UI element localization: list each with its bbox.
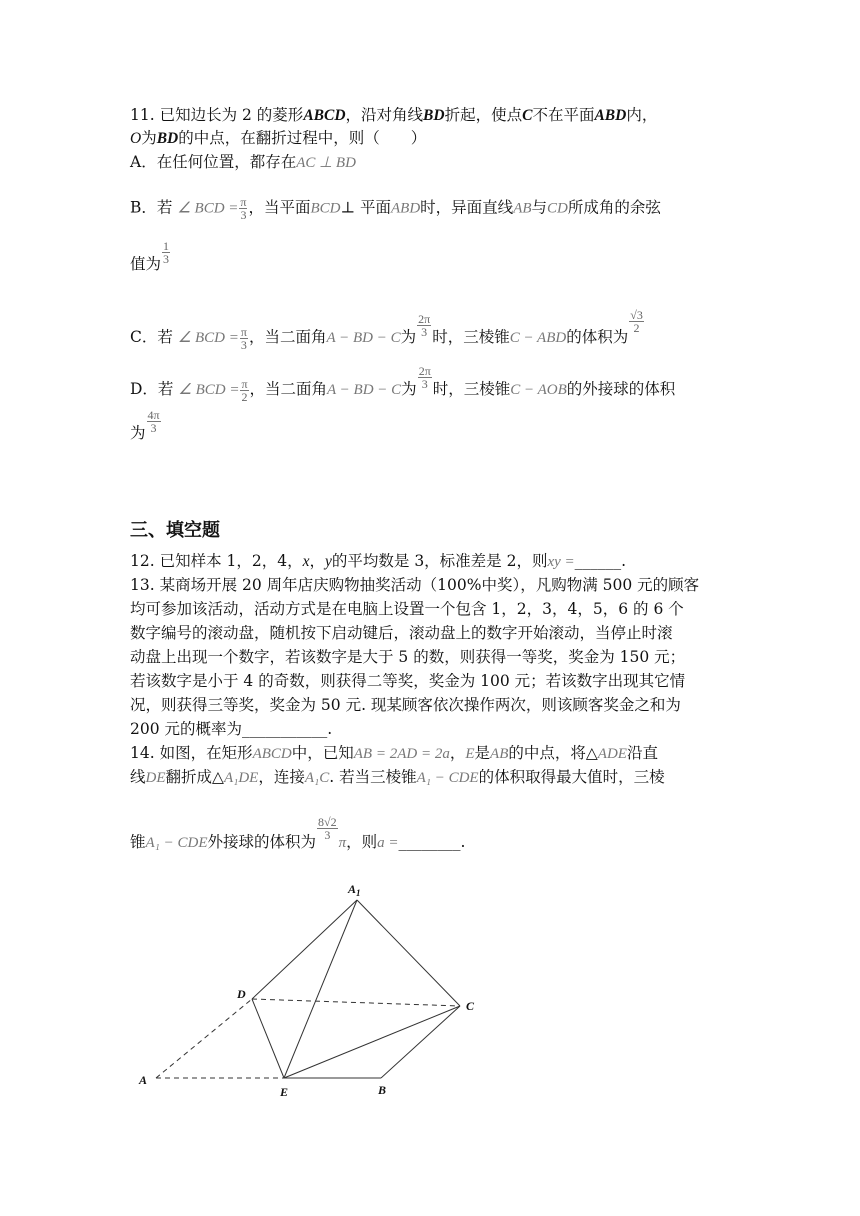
q13-line7: 200 元的概率为___________. [130, 720, 333, 738]
edge-a1-d [252, 900, 357, 999]
q11-option-d-line1: D．若 ∠ BCD = $\frac{\pi}{2}$ ，当二面角A − BD − C为 $\frac{2\pi}{3}$ 时，三棱锥C − AOB的外接球的体积 [130, 364, 676, 404]
edge-a-d-dashed [156, 999, 252, 1078]
q11-option-b-line1: B．若 ∠ BCD = $\frac{\pi}{3}$ ，当平面BCD⊥ 平面ABD时，异面直线AB与CD所成角的余弦 [130, 195, 661, 222]
q13-line6: 况，则获得三等奖，奖金为 50 元. 现某顾客依次操作两次，则该顾客奖金之和为 [130, 696, 681, 714]
answer-blank: ________ [398, 833, 461, 851]
fraction: $\frac{2\pi}{3}$ [418, 312, 431, 339]
q11-option-a: A．在任何位置，都存在AC ⊥ BD [130, 153, 356, 171]
label-a1: $A_1$ [348, 882, 361, 898]
edge-d-e [252, 999, 284, 1078]
fraction: $\frac{\pi}{3}$ [240, 195, 247, 222]
label-e: E [280, 1085, 289, 1099]
edge-e-c [284, 1006, 460, 1078]
fraction: $\frac{\pi}{2}$ [241, 376, 248, 404]
q11-option-c: C．若 ∠ BCD = $\frac{\pi}{3}$ ，当二面角A − BD − C为 $\frac{2\pi}{3}$ 时，三棱锥C − ABD的体积为 $\frac{√3}{2}$ [130, 308, 643, 352]
edge-b-c [381, 1006, 460, 1078]
q14-line1: 14. 如图，在矩形ABCD中，已知AB = 2AD = 2a，E是AB的中点，将△ADE沿直 [130, 744, 658, 762]
answer-blank: ______ [574, 552, 622, 570]
q13-line2: 均可参加该活动，活动方式是在电脑上设置一个包含 1，2，3，4，5，6 的 6 个 [130, 600, 684, 618]
q14-line2: 线DE翻折成△A₁DE，连接A₁C. 若当三棱锥A₁ − CDE的体积取得最大值时，三棱 [130, 768, 665, 786]
fraction: $\frac{2\pi}{3}$ [418, 364, 431, 391]
edge-a1-c [357, 900, 460, 1006]
q11-line1: 11. 已知边长为 2 的菱形ABCD，沿对角线BD折起，使点C不在平面ABD内， [130, 106, 658, 124]
q11-option-b-line2: 值为 $\frac{1}{3}$ [130, 239, 170, 273]
q11-option-d-line2: 为 $\frac{4\pi}{3}$ [130, 408, 160, 442]
fraction: $\frac{\pi}{3}$ [240, 324, 247, 352]
section-heading: 三、填空题 [130, 520, 220, 541]
q13-line5: 若该数字是小于 4 的奇数，则获得二等奖，奖金为 100 元；若该数字出现其它情 [130, 672, 686, 690]
q14-line3: 锥A₁ − CDE外接球的体积为 $\frac{8√2}{3}$ π，则a =________. [130, 815, 466, 851]
q13-line3: 数字编号的滚动盘，随机按下启动键后，滚动盘上的数字开始滚动，当停止时滚 [130, 624, 673, 642]
answer-blank: ___________ [242, 720, 328, 738]
fraction: $\frac{8√2}{3}$ [318, 815, 337, 842]
label-c: C [466, 999, 475, 1013]
q13-line4: 动盘上出现一个数字，若该数字是大于 5 的数，则获得一等奖，奖金为 150 元； [130, 648, 686, 666]
q11-line2: O为BD的中点，在翻折过程中，则（ ） [130, 129, 427, 147]
fraction: $\frac{1}{3}$ [163, 239, 170, 266]
edge-a1-e [284, 900, 357, 1078]
label-b: B [378, 1083, 387, 1097]
fraction: $\frac{√3}{2}$ [630, 308, 643, 335]
q13-line1: 13. 某商场开展 20 周年店庆购物抽奖活动（100%中奖），凡购物满 500 元的顾客 [130, 576, 700, 594]
q12: 12. 已知样本 1，2，4，x，y的平均数是 3，标准差是 2，则xy =______. [130, 552, 627, 570]
label-a: A [139, 1073, 148, 1087]
label-d: D [237, 987, 246, 1001]
fraction: $\frac{4\pi}{3}$ [147, 408, 160, 435]
edge-d-c-dashed [252, 999, 460, 1006]
q11-number: 11. [130, 106, 155, 124]
